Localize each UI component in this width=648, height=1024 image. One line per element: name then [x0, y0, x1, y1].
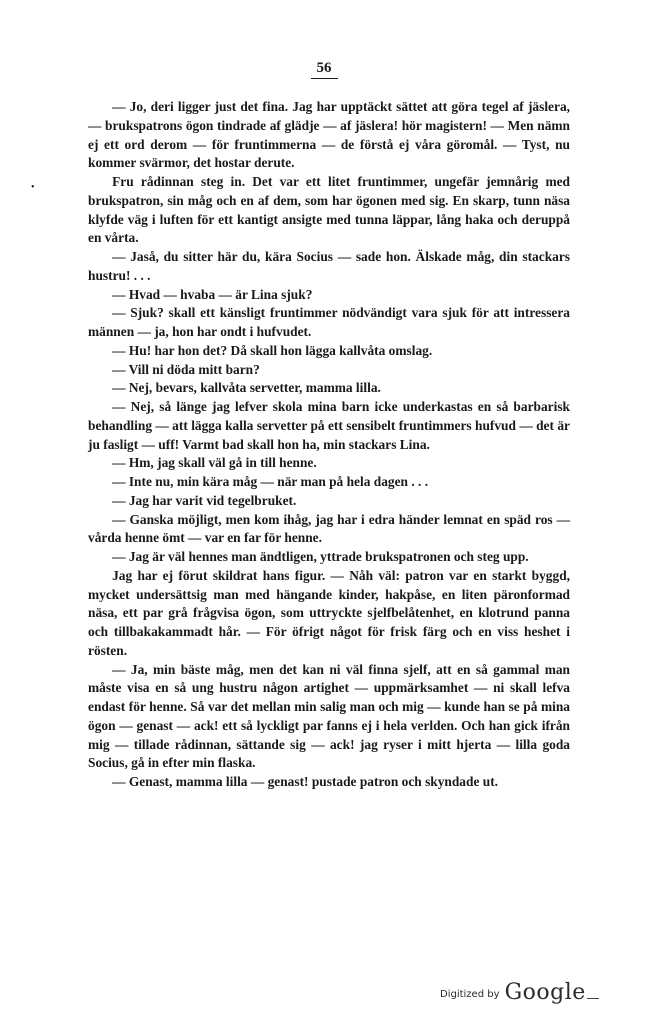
- paragraph: — Ganska möjligt, men kom ihåg, jag har i edra händer lemnat en späd ros — vårda henne ömt — var en far för henne.: [88, 511, 570, 546]
- paragraph: — Ja, min bäste måg, men det kan ni väl finna sjelf, att en så gammal man måste visa en så ung hustru någon artighet — uppmärksamhet — ni skall lefva endast för henne. Så var det mellan min salig man och mig — kunde han se på mina ögon — genast — ack! ett så lyckligt par fanns ej i hela verlden. Och han gick ifrån mig — tillade rådinnan, sättande sig — ack! jag ryser i mitt hjerta — lilla goda Socius, gå in efter min flaska.: [88, 661, 570, 771]
- paragraph: — Inte nu, min kära måg — när man på hela dagen . . .: [112, 474, 429, 489]
- paragraph: — Sjuk? skall ett känsligt fruntimmer nödvändigt vara sjuk för att intressera männen — ja, hon har ondt i hufvudet.: [88, 305, 570, 339]
- paragraph: — Hm, jag skall väl gå in till henne.: [112, 455, 317, 471]
- paragraph: — Hu! har hon det? Då skall hon lägga kallvåta omslag.: [112, 342, 433, 358]
- page-number: 56: [0, 60, 648, 79]
- paragraph: — Vill ni döda mitt barn?: [112, 361, 260, 377]
- paragraph: — Hvad — hvaba — är Lina sjuk?: [112, 286, 313, 302]
- paragraph: — Jag är väl hennes man ändtligen, yttrade brukspatronen och steg upp.: [112, 549, 529, 564]
- watermark-underline: [587, 998, 599, 999]
- paragraph: — Genast, mamma lilla — genast! pustade patron och skyndade ut.: [112, 774, 498, 789]
- paragraph: — Jo, deri ligger just det fina. Jag har upptäckt sättet att göra tegel af jäslera, — brukspatrons ögon tindrade af glädje — af jäslera! hör magistern! — Men nämn ej ett ord derom — för fruntimmerna — de förstå ej våra göromål. — Tyst, nu kommer svärmor, det hostar derute.: [88, 99, 570, 171]
- google-logo: Google: [504, 980, 586, 1005]
- margin-mark: •: [31, 182, 35, 193]
- google-watermark: [440, 980, 599, 1005]
- paragraph: — Jag har varit vid tegelbruket.: [112, 492, 297, 508]
- paragraph: Fru rådinnan steg in. Det var ett litet fruntimmer, ungefär jemnårig med brukspatron, sin måg och en af dem, som har ögonen med sig. En skarp, tunn näsa klyfde väg i luften för ett kantigt ansigte med tunna läppar, lång haka och deruppå en vårta.: [88, 174, 570, 246]
- text-body: [88, 98, 570, 792]
- paragraph: — Nej, bevars, kallvåta servetter, mamma lilla.: [112, 380, 381, 396]
- paragraph: — Jaså, du sitter här du, kära Socius — sade hon. Älskade måg, din stackars hustru! . . .: [88, 249, 570, 283]
- watermark-prefix: Digitized by: [440, 989, 500, 1000]
- paragraph: — Nej, så länge jag lefver skola mina barn icke underkastas en så barbarisk behandling — att lägga kalla servetter på ett sensibelt fruntimmers hufvud — det är ju fasligt — uff! Varmt bad skall hon ha, min stackars Lina.: [88, 399, 570, 452]
- paragraph: Jag har ej förut skildrat hans figur. — Nåh väl: patron var en starkt byggd, mycket undersättsig man med hängande kinder, hakpåse, en liten päronformad näsa, ett par grå frågvisa ögon, som uttryckte sjelfbelåtenhet, en klotrund panna och tillbakakammadt hår. — För öfrigt något för frisk färg och en viss heshet i rösten.: [88, 567, 570, 658]
